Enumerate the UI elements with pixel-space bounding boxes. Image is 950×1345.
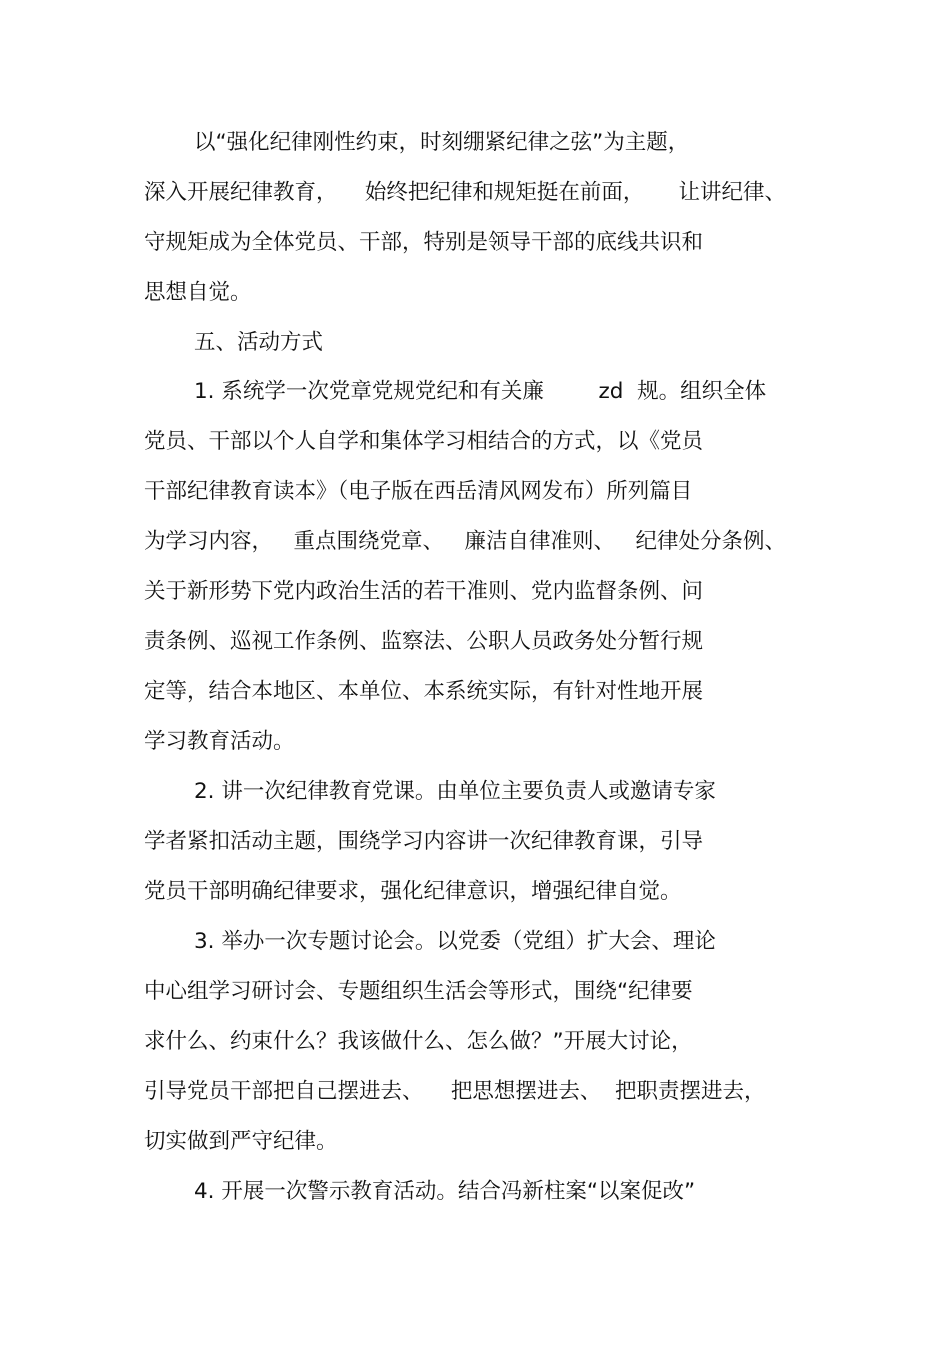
text-line: 党员干部明确纪律要求，强化纪律意识，增强纪律自觉。 <box>144 879 682 904</box>
text-line: 学者紧扣活动主题，围绕学习内容讲一次纪律教育课，引导 <box>144 829 704 854</box>
text-line: 4. 开展一次警示教育活动。结合冯新柱案“以案促改” <box>194 1179 696 1204</box>
text-line: 责条例、巡视工作条例、监察法、公职人员政务处分暂行规 <box>144 629 704 654</box>
text-line: 1. 系统学一次党章党规党纪和有关廉 zd 规。组织全体 <box>194 379 767 404</box>
text-line: 切实做到严守纪律。 <box>144 1129 338 1154</box>
text-line: 干部纪律教育读本》（电子版在西岳清风网发布）所列篇目 <box>144 479 693 504</box>
section-heading: 五、活动方式 <box>194 330 324 355</box>
text-line: 守规矩成为全体党员、干部，特别是领导干部的底线共识和 <box>144 230 704 255</box>
text-line: 求什么、约束什么？我该做什么、怎么做？”开展大讨论， <box>144 1029 693 1054</box>
text-line: 思想自觉。 <box>144 280 252 305</box>
text-line: 3. 举办一次专题讨论会。以党委（党组）扩大会、理论 <box>194 929 716 954</box>
text-line: 2. 讲一次纪律教育党课。由单位主要负责人或邀请专家 <box>194 779 716 804</box>
text-line: 中心组学习研讨会、专题组织生活会等形式，围绕“纪律要 <box>144 979 693 1004</box>
text-line: 学习教育活动。 <box>144 729 295 754</box>
text-line: 以“强化纪律刚性约束，时刻绷紧纪律之弦”为主题， <box>194 130 690 155</box>
text-line: 深入开展纪律教育， 始终把纪律和规矩挺在前面， 让讲纪律、 <box>144 180 787 205</box>
text-line: 关于新形势下党内政治生活的若干准则、党内监督条例、问 <box>144 579 704 604</box>
text-line: 定等，结合本地区、本单位、本系统实际，有针对性地开展 <box>144 679 704 704</box>
text-line: 为学习内容， 重点围绕党章、 廉洁自律准则、 纪律处分条例、 <box>144 529 787 554</box>
text-line: 引导党员干部把自己摆进去、 把思想摆进去、 把职责摆进去， <box>144 1079 766 1104</box>
text-line: 党员、干部以个人自学和集体学习相结合的方式，以《党员 <box>144 429 704 454</box>
